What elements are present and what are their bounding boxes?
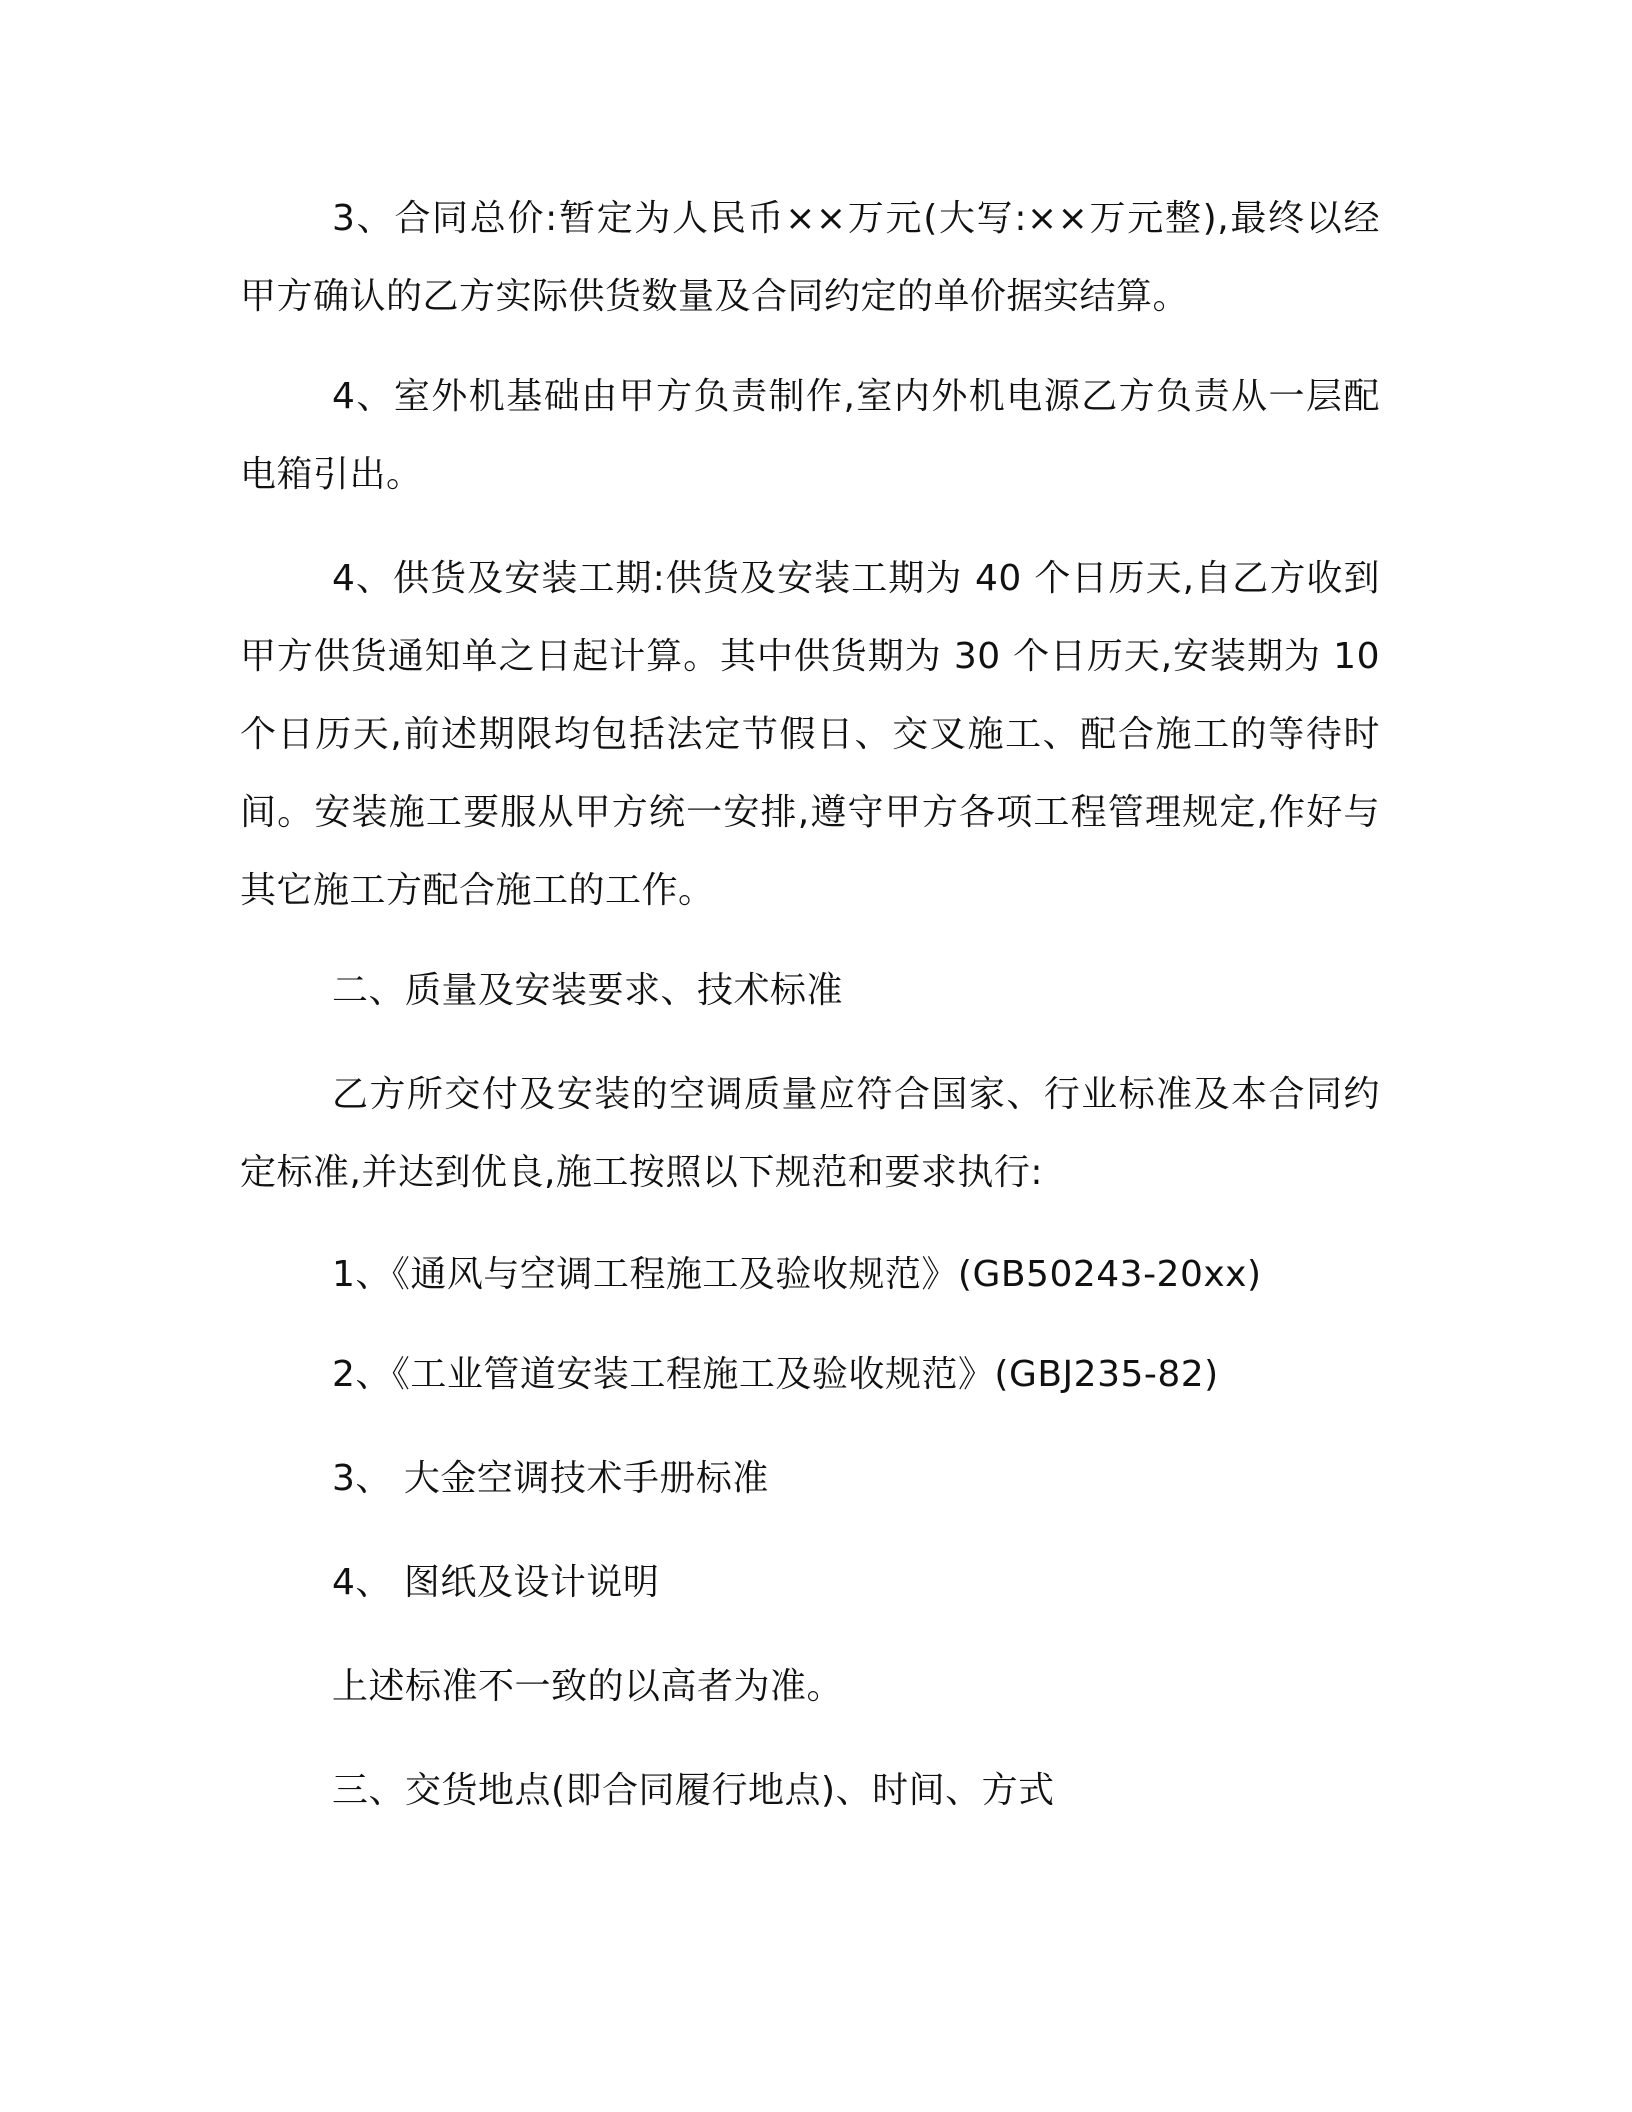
paragraph-higher-standard-prevails: 上述标准不一致的以高者为准。 xyxy=(332,1666,844,1707)
section-heading-delivery: 三、交货地点(即合同履行地点)、时间、方式 xyxy=(332,1770,1055,1811)
list-item-standard-2: 2、《工业管道安装工程施工及验收规范》(GBJ235-82) xyxy=(332,1354,1219,1395)
paragraph-quality-requirements: 乙方所交付及安装的空调质量应符合国家、行业标准及本合同约定标准,并达到优良,施工按照以下规范和要求执行: xyxy=(240,1074,1380,1193)
paragraph-outdoor-unit-foundation: 4、室外机基础由甲方负责制作,室内外机电源乙方负责从一层配电箱引出。 xyxy=(240,376,1380,495)
list-item-standard-3: 3、 大金空调技术手册标准 xyxy=(332,1458,769,1499)
paragraph-contract-total-price: 3、合同总价:暂定为人民币××万元(大写:××万元整),最终以经甲方确认的乙方实际供货数量及合同约定的单价据实结算。 xyxy=(240,198,1380,317)
section-heading-quality-standards: 二、质量及安装要求、技术标准 xyxy=(332,970,844,1011)
list-item-standard-4: 4、 图纸及设计说明 xyxy=(332,1562,660,1603)
list-item-standard-1: 1、《通风与空调工程施工及验收规范》(GB50243-20xx) xyxy=(332,1254,1262,1295)
paragraph-supply-installation-period: 4、供货及安装工期:供货及安装工期为 40 个日历天,自乙方收到甲方供货通知单之日起计算。其中供货期为 30 个日历天,安装期为 10 个日历天,前述期限均包括法定节假日、交叉施工、配合施工的等待时间。安装施工要服从甲方统一安排,遵守甲方各项工程管理规定,作好与其它施工方配合施工的工作。 xyxy=(240,558,1392,911)
